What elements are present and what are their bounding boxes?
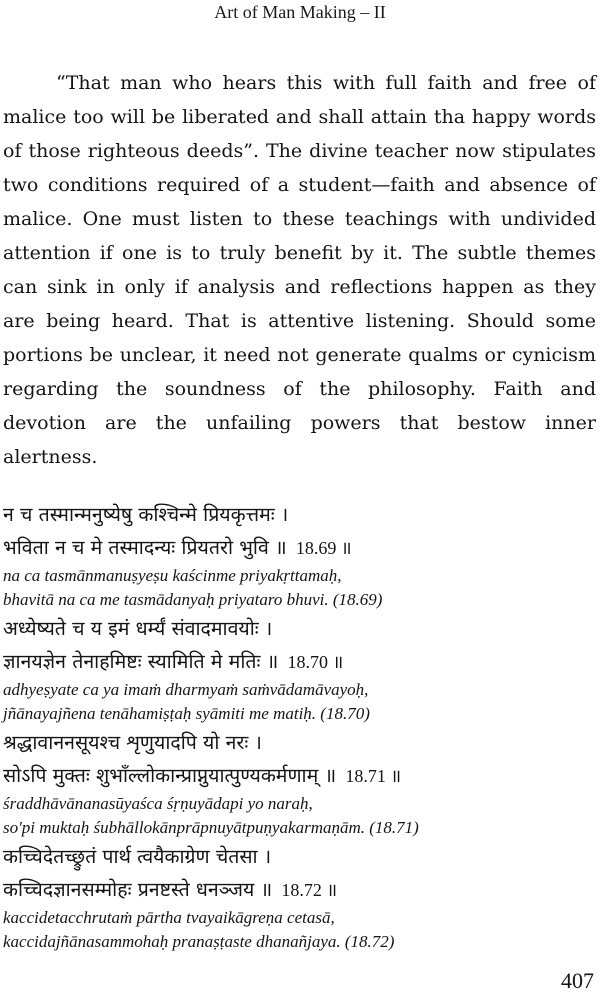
sanskrit-text: ज्ञानयज्ञेन तेनाहमिष्टः स्यामिति मे मतिः ॥ — [3, 650, 279, 673]
sanskrit-line: न च तस्मान्मनुष्येषु कश्चिन्मे प्रियकृत्तमः । — [3, 503, 289, 526]
verse-18-70 — [3, 612, 596, 726]
sanskrit-line — [3, 645, 596, 678]
sanskrit-line: कच्चिदेतच्छ्रुतं पार्थ त्वयैकाग्रेण चेतसा । — [3, 845, 272, 868]
transliteration-line: na ca tasmānmanuṣyeṣu kaścinme priyakṛttamaḥ, — [3, 566, 342, 585]
transliteration-line: śraddhāvānanasūyaśca śṛṇuyādapi yo naraḥ, — [3, 794, 313, 813]
transliteration-line: kaccidetacchrutaṁ pārtha tvayaikāgreṇa cetasā, — [3, 908, 335, 927]
transliteration-line: kaccidajñānasammohaḥ pranaṣṭaste dhanañjaya. (18.72) — [3, 932, 395, 951]
sanskrit-text: कच्चिदज्ञानसम्मोहः प्रनष्टस्ते धनञ्जय ॥ — [3, 878, 273, 901]
sanskrit-line — [3, 531, 596, 564]
sanskrit-text: सोऽपि मुक्तः शुभाँल्लोकान्प्राप्नुयात्पुण्यकर्मणाम् ॥ — [3, 764, 337, 787]
sanskrit-text: भविता न च मे तस्मादन्यः प्रियतरो भुवि ॥ — [3, 536, 287, 559]
sanskrit-line — [3, 759, 596, 792]
sanskrit-line — [3, 873, 596, 906]
verse-18-71 — [3, 726, 596, 840]
sanskrit-line: अध्येष्यते च य इमं धर्म्यं संवादमावयोः । — [3, 617, 273, 640]
verse-number: 18.70 ॥ — [287, 652, 344, 672]
verse-number: 18.69 ॥ — [295, 538, 352, 558]
sanskrit-line: श्रद्धावाननसूयश्च शृणुयादपि यो नरः । — [3, 731, 262, 754]
verse-number: 18.72 ॥ — [281, 880, 338, 900]
transliteration-line: adhyeṣyate ca ya imaṁ dharmyaṁ saṁvādamāvayoḥ, — [3, 680, 369, 699]
page-number: 407 — [561, 968, 594, 993]
verse-number: 18.71 ॥ — [345, 766, 402, 786]
transliteration-line: jñānayajñena tenāhamiṣṭaḥ syāmiti me matiḥ. (18.70) — [3, 704, 370, 723]
running-title: Art of Man Making – II — [214, 2, 386, 22]
verse-18-72 — [3, 840, 596, 954]
verse-block — [3, 498, 596, 954]
transliteration-line: so'pi muktaḥ śubhāllokānprāpnuyātpuṇyakarmaṇām. (18.71) — [3, 818, 419, 837]
body-paragraph: “That man who hears this with full faith and free of malice too will be liberated and shall attain tha happy words of those righteous deeds”. The divine teacher now stipulates two conditions required of a student—faith and absence of malice. One must listen to these teachings with undivided attention if one is to truly benefit by it. The subtle themes can sink in only if analysis and reflections happen as they are being heard. That is attentive listening. Should some portions be unclear, it need not generate qualms or cynicism regarding the soundness of the philosophy. Faith and devotion are the unfailing powers that bestow inner alertness. — [3, 72, 596, 468]
verse-18-69 — [3, 498, 596, 612]
transliteration-line: bhavitā na ca me tasmādanyaḥ priyataro bhuvi. (18.69) — [3, 590, 383, 609]
